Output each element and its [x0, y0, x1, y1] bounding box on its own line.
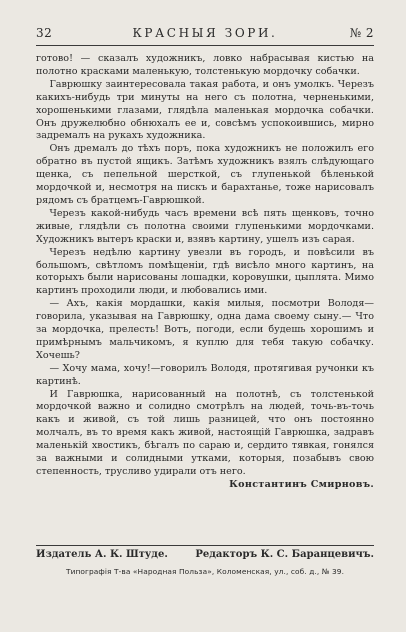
running-header — [36, 26, 374, 42]
paragraph: Онъ дремалъ до тѣхъ поръ, пока художникъ не положилъ его обратно въ пустой ящикъ. Затѣмъ художникъ взялъ слѣдующаго щенка, съ пепельной шерсткой, съ глупенькой бѣленькой мордочкой и, несмотря на пискъ и барахтанье, тоже нарисовалъ рядомъ съ братцемъ-Гаврюшкой. — [36, 143, 374, 206]
issue-number: № 2 — [349, 26, 374, 40]
editor: Редакторъ К. С. Баранцевичъ. — [195, 549, 374, 560]
page-number: 32 — [36, 26, 53, 40]
footer-rule — [36, 545, 374, 546]
credits — [36, 549, 374, 563]
printer-imprint: Типографія Т-ва «Народная Польза», Коломенская, ул., соб. д., № 39. — [65, 567, 345, 576]
author-signature: Константинъ Смирновъ. — [229, 478, 374, 490]
publisher: Издатель А. К. Штуде. — [36, 549, 168, 560]
header-rule — [36, 45, 374, 46]
paragraph: готово! — сказалъ художникъ, ловко набрасывая кистью на полотно красками маленькую, толстенькую мордочку собачки. — [36, 53, 374, 77]
journal-title: КРАСНЫЯ ЗОРИ. — [132, 26, 278, 40]
paragraph: И Гаврюшка, нарисованный на полотнѣ, съ толстенькой мордочкой важно и солидно смотрѣлъ на людей, точь-въ-точь какъ и живой, съ той лишь разницей, что онъ постоянно молчалъ, въ то время какъ живой, настоящій Гаврюшка, задравъ маленькій хвостикъ, бѣгалъ по сараю и, сердито тявкая, гонялся за важными и солидными утками, которыя, позабывъ свою степенность, трусливо удирали отъ него. — [36, 388, 374, 477]
paragraph: — Хочу мама, хочу!—говорилъ Володя, протягивая ручонки къ картинѣ. — [36, 362, 374, 387]
paragraph: Черезъ недѣлю картину увезли въ городъ, и повѣсили въ большомъ, свѣтломъ помѣщеніи, гдѣ висѣло много картинъ, на которыхъ были нарисованы лошадки, коровушки, цыплята. Мимо картинъ проходили люди, и любовались ими. — [36, 246, 374, 297]
paragraph: Черезъ какой-нибудь часъ времени всѣ пять щенковъ, точно живые, глядѣли съ полотна своими глупенькими мордочками. Художникъ вытеръ краски и, взявъ картину, ушелъ изъ сарая. — [36, 207, 374, 245]
paragraph: Гаврюшку заинтересовала такая работа, и онъ умолкъ. Черезъ какихъ-нибудь три минуты на него съ полотна, черненькими, хорошенькими глазами, глядѣла маленькая мордочка собачки. Онъ дружелюбно обнюхалъ ее и, совсѣмъ успокоившись, мирно задремалъ на рукахъ художника. — [36, 78, 374, 142]
paragraph: — Ахъ, какія мордашки, какія милыя, посмотри Володя— говорила, указывая на Гаврюшку, одна дама своему сыну.— Что за мордочка, прелесть! Вотъ, погоди, если будешь хорошимъ и примѣрнымъ мальчикомъ, я куплю для тебя такую собачку. Хочешь? — [36, 298, 374, 361]
story-text — [36, 53, 374, 492]
